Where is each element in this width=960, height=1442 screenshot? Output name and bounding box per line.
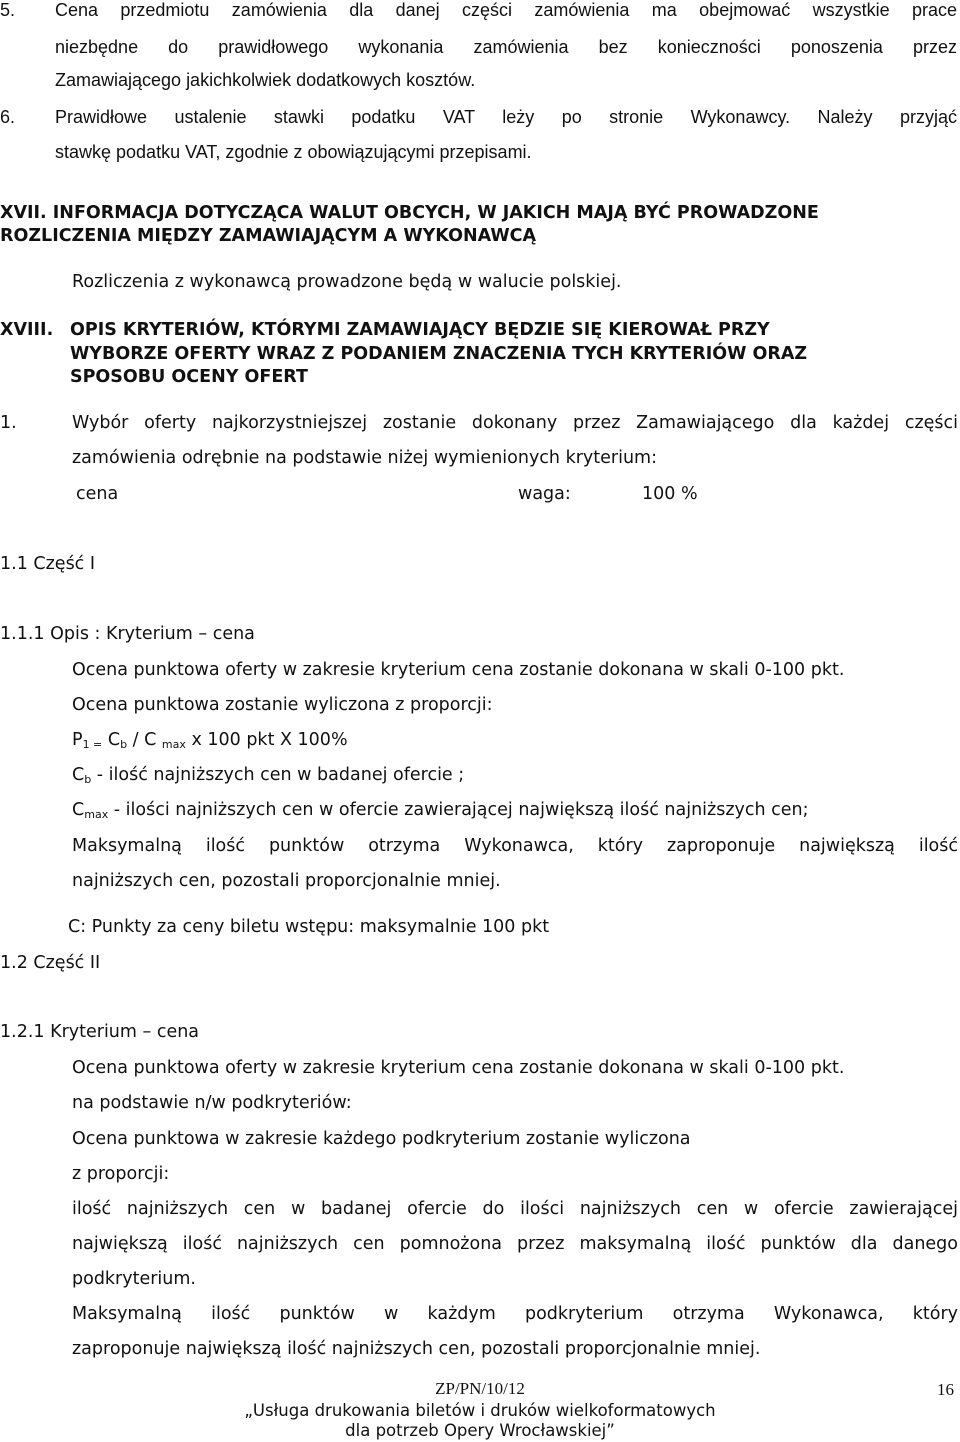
section-17-heading-line2: ROZLICZENIA MIĘDZY ZAMAWIAJĄCYM A WYKONAWCĄ [0,226,537,246]
section-18-point-1-number: 1. [0,413,17,433]
part-2-line9: zaproponuje największą ilość najniższych cen, pozostali proporcjonalnie mniej. [72,1339,761,1359]
formula-c-sub: b [120,738,128,751]
formula-slash: / C [127,730,157,750]
part-2-line3: Ocena punktowa w zakresie każdego podkryterium zostanie wyliczona [72,1129,691,1149]
part-1-title: 1.1 Część I [0,554,96,574]
part-2-line1: Ocena punktowa oferty w zakresie kryterium cena zostanie dokonana w skali 0-100 pkt. [72,1058,845,1078]
definition-cb-symbol: C [72,765,85,785]
section-18-heading-line2: WYBORZE OFERTY WRAZ Z PODANIEM ZNACZENIA TYCH KRYTERIÓW ORAZ [70,344,808,364]
formula-max-sub: max [161,738,186,751]
definition-cmax-symbol: C [72,800,85,820]
criterion-name: cena [76,484,119,504]
criterion-weight-value: 100 % [642,484,698,504]
footer-code: ZP/PN/10/12 [435,1379,525,1398]
part-1-c-points: C: Punkty za ceny biletu wstępu: maksymalnie 100 pkt [68,917,550,937]
definition-cb-text: - ilość najniższych cen w badanej ofercie ; [91,765,465,785]
section-18-heading-line3: SPOSOBU OCENY OFERT [70,367,308,387]
formula-p-sub: 1 = [82,738,103,751]
part-2-line2: na podstawie n/w podkryteriów: [72,1093,352,1113]
part-1-max-line1: Maksymalną ilość punktów otrzyma Wykonawca, który zaproponuje największą ilość [72,836,958,856]
part-2-subtitle: 1.2.1 Kryterium – cena [0,1022,200,1042]
section-18-heading-line1: OPIS KRYTERIÓW, KTÓRYMI ZAMAWIAJĄCY BĘDZIE SIĘ KIEROWAŁ PRZY [70,320,770,340]
part-2-title: 1.2 Część II [0,953,101,973]
part-2-line7: podkryterium. [72,1269,196,1289]
item-6-line1: Prawidłowe ustalenie stawki podatku VAT leży po stronie Wykonawcy. Należy przyjąć [55,107,957,127]
criterion-weight-label: waga: [518,484,571,504]
definition-cmax-sub: max [84,808,109,821]
section-18-number: XVIII. [0,320,54,340]
part-1-line2: Ocena punktowa zostanie wyliczona z proporcji: [72,695,493,715]
part-2-line5: ilość najniższych cen w badanej ofercie do ilości najniższych cen w ofercie zawierającej [72,1199,958,1219]
part-1-formula [72,730,348,751]
item-5-line3: Zamawiającego jakichkolwiek dodatkowych kosztów. [55,70,476,90]
formula-c: C [107,730,121,750]
part-1-line1: Ocena punktowa oferty w zakresie kryterium cena zostanie dokonana w skali 0-100 pkt. [72,660,845,680]
part-2-line6: największą ilość najniższych cen pomnożona przez maksymalną ilość punktów dla danego [72,1234,958,1254]
item-5-number: 5. [0,0,16,20]
part-1-subtitle: 1.1.1 Opis : Kryterium – cena [0,624,255,644]
part-2-line4: z proporcji: [72,1164,170,1184]
item-6-number: 6. [0,107,16,127]
item-5-line2: niezbędne do prawidłowego wykonania zamówienia bez konieczności ponoszenia przez [55,37,957,57]
section-17-heading-line1: XVII. INFORMACJA DOTYCZĄCA WALUT OBCYCH, W JAKICH MAJĄ BYĆ PROWADZONE [0,203,819,223]
footer-title-line2: dla potrzeb Opery Wrocławskiej” [345,1421,615,1440]
definition-cmax-text: - ilości najniższych cen w ofercie zawierającej największą ilość najniższych cen; [108,800,809,820]
page-number: 16 [937,1380,954,1399]
definition-cb-sub: b [84,773,92,786]
part-1-max-line2: najniższych cen, pozostali proporcjonalnie mniej. [72,871,501,891]
item-6-line2: stawkę podatku VAT, zgodnie z obowiązującymi przepisami. [55,142,532,162]
definition-cb [72,765,464,786]
item-5-line1: Cena przedmiotu zamówienia dla danej części zamówienia ma obejmować wszystkie prace [55,0,957,20]
footer-title-line1: „Usługa drukowania biletów i druków wielkoformatowych [244,1401,716,1420]
formula-rest: x 100 pkt X 100% [185,730,348,750]
section-18-point-1-line1: Wybór oferty najkorzystniejszej zostanie dokonany przez Zamawiającego dla każdej części [72,413,958,433]
section-17-body: Rozliczenia z wykonawcą prowadzone będą w walucie polskiej. [72,272,622,292]
part-2-line8: Maksymalną ilość punktów w każdym podkryterium otrzyma Wykonawca, który [72,1304,958,1324]
section-18-point-1-line2: zamówienia odrębnie na podstawie niżej wymienionych kryterium: [72,448,657,468]
definition-cmax [72,800,809,821]
formula-p: P [72,730,83,750]
